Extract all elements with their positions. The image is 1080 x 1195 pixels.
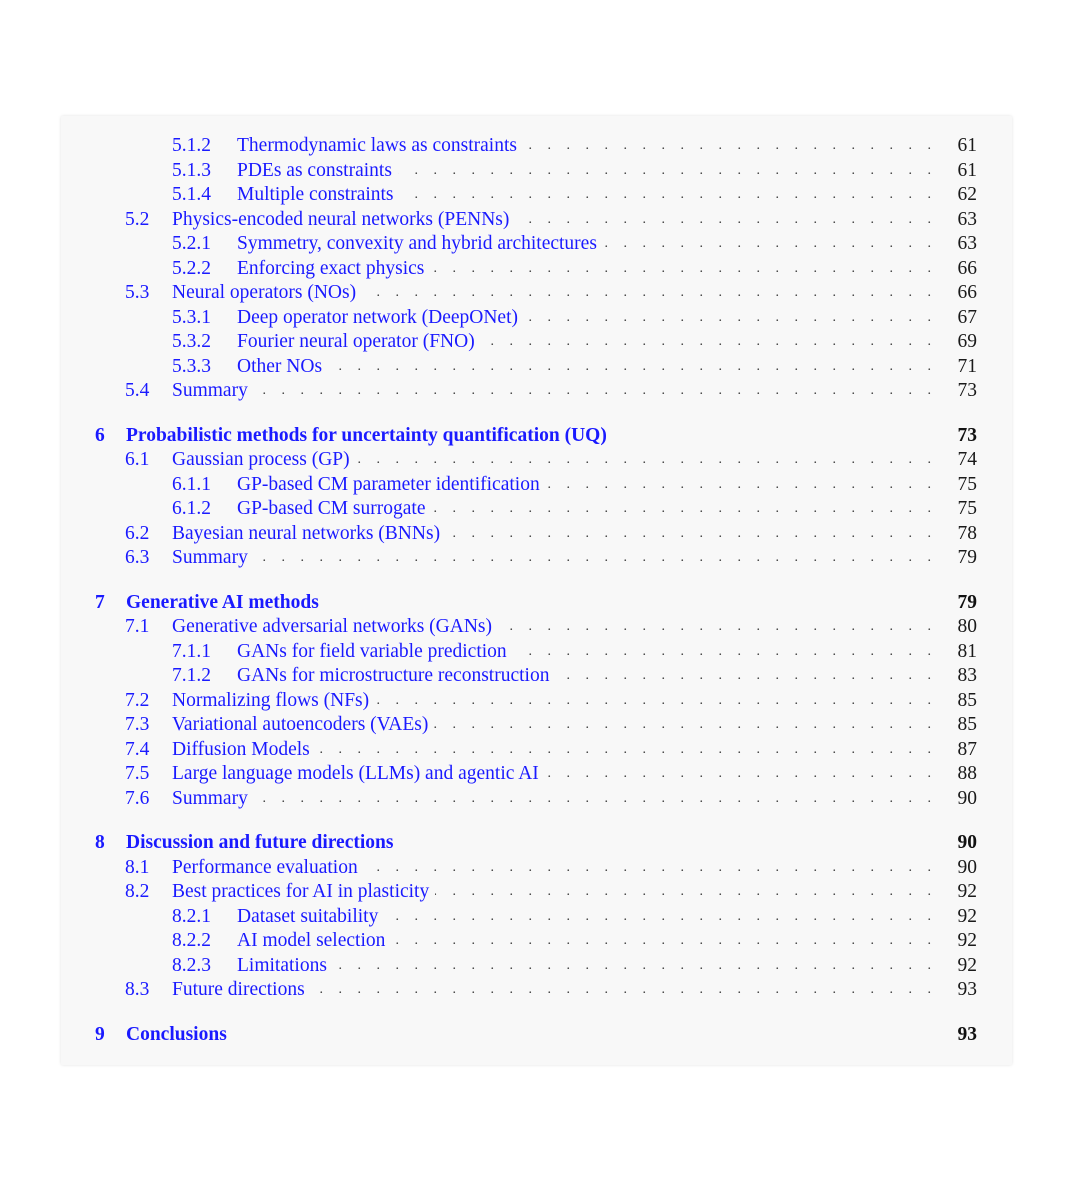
- toc-page-number[interactable]: 61: [957, 135, 977, 156]
- toc-section-entry[interactable]: [125, 281, 977, 305]
- toc-entry-number: 6.1: [125, 449, 150, 470]
- toc-subsection-entry[interactable]: [172, 183, 977, 207]
- toc-page-number[interactable]: 85: [957, 714, 977, 735]
- toc-entry-title[interactable]: GP-based CM parameter identification: [237, 474, 546, 496]
- toc-entry-number: 8.2.3: [172, 954, 211, 976]
- toc-subsection-entry[interactable]: [172, 640, 977, 664]
- toc-entry-title[interactable]: Best practices for AI in plasticity: [172, 881, 435, 903]
- toc-entry-title[interactable]: Enforcing exact physics: [237, 258, 430, 280]
- toc-section-entry[interactable]: [125, 738, 977, 762]
- toc-entry-number: 5.1.4: [172, 184, 211, 205]
- toc-dot-leader: [430, 257, 937, 281]
- toc-subsection-entry[interactable]: [172, 306, 977, 330]
- toc-dot-leader: [254, 546, 937, 570]
- toc-entry-title[interactable]: Summary: [172, 547, 254, 569]
- toc-page-number[interactable]: 87: [957, 738, 977, 760]
- toc-entry-title[interactable]: Conclusions: [126, 1024, 233, 1046]
- toc-dot-leader: [545, 762, 937, 786]
- toc-subsection-entry[interactable]: [172, 257, 977, 281]
- toc-dot-leader: [603, 232, 937, 256]
- toc-entry-title[interactable]: Bayesian neural networks (BNNs): [172, 523, 446, 545]
- toc-dot-leader: [431, 497, 937, 521]
- toc-entry-number: 7.3: [125, 714, 150, 735]
- toc-section-entry[interactable]: [125, 522, 977, 546]
- toc-page-number[interactable]: 63: [957, 233, 977, 254]
- toc-subsection-entry[interactable]: [172, 330, 977, 354]
- toc-page-number[interactable]: 92: [957, 905, 977, 927]
- toc-page-number[interactable]: 66: [957, 257, 977, 279]
- toc-dot-leader: [328, 355, 937, 379]
- toc-entry-title[interactable]: GANs for field variable prediction: [237, 641, 513, 663]
- toc-entry-number: 5.3.3: [172, 355, 211, 377]
- toc-dot-leader: [375, 689, 937, 713]
- toc-entry-number: 5.1.2: [172, 135, 211, 156]
- toc-entry-title[interactable]: Neural operators (NOs): [172, 282, 362, 304]
- toc-entry-title[interactable]: Generative adversarial networks (GANs): [172, 616, 498, 638]
- toc-section-entry[interactable]: [125, 856, 977, 880]
- toc-entry-number: 7.6: [125, 787, 150, 809]
- toc-entry-title[interactable]: Variational autoencoders (VAEs): [172, 714, 434, 736]
- toc-page-number[interactable]: 92: [957, 954, 977, 976]
- toc-page-number[interactable]: 80: [957, 616, 977, 637]
- toc-dot-leader: [356, 448, 937, 472]
- toc-section-entry[interactable]: [125, 713, 977, 737]
- toc-entry-title[interactable]: Deep operator network (DeepONet): [237, 307, 524, 329]
- toc-entry-title[interactable]: GP-based CM surrogate: [237, 498, 431, 520]
- toc-subsection-entry[interactable]: [172, 159, 977, 183]
- toc-section-entry[interactable]: [125, 379, 977, 403]
- toc-page-number[interactable]: 71: [957, 355, 977, 377]
- toc-entry-number: 8.2.2: [172, 930, 211, 951]
- toc-section-entry[interactable]: [125, 978, 977, 1002]
- toc-section-entry[interactable]: [125, 615, 977, 639]
- toc-page-number[interactable]: 90: [957, 832, 977, 853]
- toc-entry-number: 8.3: [125, 979, 150, 1000]
- toc-dot-leader: [434, 713, 937, 737]
- toc-subsection-entry[interactable]: [172, 134, 977, 158]
- toc-page-number[interactable]: 73: [957, 424, 977, 446]
- toc-entry-number: 5.2.2: [172, 257, 211, 279]
- toc-dot-leader: [555, 664, 937, 688]
- toc-entry-number: 9: [95, 1023, 105, 1045]
- toc-page-number[interactable]: 75: [957, 498, 977, 519]
- toc-page-number[interactable]: 88: [957, 763, 977, 784]
- toc-entry-number: 7.5: [125, 763, 150, 784]
- toc-entry-title[interactable]: PDEs as constraints: [237, 160, 398, 182]
- toc-subsection-entry[interactable]: [172, 664, 977, 688]
- toc-section-entry[interactable]: [125, 880, 977, 904]
- toc-page-number[interactable]: 92: [957, 881, 977, 902]
- toc-dot-leader: [523, 134, 937, 158]
- toc-dot-leader: [254, 787, 937, 811]
- toc-page-number[interactable]: 63: [957, 208, 977, 230]
- toc-page-number[interactable]: 67: [957, 306, 977, 328]
- toc-chapter-entry[interactable]: [95, 1023, 977, 1047]
- toc-dot-leader: [391, 929, 937, 953]
- toc-dot-leader: [311, 978, 937, 1002]
- toc-dot-leader: [435, 880, 937, 904]
- table-of-contents: [61, 116, 1012, 1065]
- toc-entry-number: 6.1.2: [172, 498, 211, 519]
- toc-dot-leader: [398, 159, 937, 183]
- toc-subsection-entry[interactable]: [172, 497, 977, 521]
- toc-section-entry[interactable]: [125, 689, 977, 713]
- toc-dot-leader: [384, 905, 937, 929]
- toc-page-number[interactable]: 81: [957, 640, 977, 662]
- toc-entry-number: 5.3: [125, 282, 150, 303]
- toc-dot-leader: [524, 306, 937, 330]
- toc-section-entry[interactable]: [125, 208, 977, 232]
- toc-page-number[interactable]: 85: [957, 689, 977, 711]
- toc-dot-leader: [498, 615, 937, 639]
- toc-entry-title[interactable]: Symmetry, convexity and hybrid architectures: [237, 233, 603, 255]
- toc-entry-title[interactable]: Large language models (LLMs) and agentic AI: [172, 763, 545, 785]
- toc-entry-number: 8: [95, 832, 105, 853]
- toc-entry-title[interactable]: GANs for microstructure reconstruction: [237, 665, 555, 687]
- toc-entry-number: 7.2: [125, 689, 150, 711]
- toc-dot-leader: [515, 208, 937, 232]
- toc-chapter-entry[interactable]: [95, 591, 977, 615]
- toc-entry-title[interactable]: Discussion and future directions: [126, 832, 399, 854]
- toc-entry-title[interactable]: Limitations: [237, 955, 333, 977]
- toc-entry-title[interactable]: Physics-encoded neural networks (PENNs): [172, 209, 515, 231]
- toc-entry-number: 6.1.1: [172, 473, 211, 495]
- toc-entry-number: 5.2.1: [172, 233, 211, 254]
- toc-page-number[interactable]: 83: [957, 665, 977, 686]
- toc-dot-leader: [513, 640, 937, 664]
- toc-entry-title[interactable]: Probabilistic methods for uncertainty quantification (UQ): [126, 425, 613, 447]
- toc-entry-title[interactable]: Dataset suitability: [237, 906, 384, 928]
- toc-page-number[interactable]: 90: [957, 856, 977, 878]
- toc-entry-number: 7.1.1: [172, 640, 211, 662]
- toc-dot-leader: [446, 522, 937, 546]
- document-page: [61, 116, 1012, 1065]
- toc-page-number[interactable]: 61: [957, 159, 977, 181]
- toc-subsection-entry[interactable]: [172, 929, 977, 953]
- toc-entry-number: 7.4: [125, 738, 150, 760]
- toc-page-number[interactable]: 69: [957, 331, 977, 352]
- toc-entry-title[interactable]: Normalizing flows (NFs): [172, 690, 375, 712]
- toc-entry-title[interactable]: Future directions: [172, 979, 311, 1001]
- toc-entry-title[interactable]: Fourier neural operator (FNO): [237, 331, 481, 353]
- toc-entry-number: 8.2.1: [172, 905, 211, 927]
- toc-dot-leader: [481, 330, 937, 354]
- toc-subsection-entry[interactable]: [172, 232, 977, 256]
- toc-entry-number: 5.3.1: [172, 306, 211, 328]
- toc-subsection-entry[interactable]: [172, 355, 977, 379]
- toc-section-entry[interactable]: [125, 762, 977, 786]
- toc-dot-leader: [333, 954, 937, 978]
- toc-dot-leader: [400, 183, 937, 207]
- toc-page-number[interactable]: 93: [957, 1023, 977, 1045]
- toc-dot-leader: [546, 473, 937, 497]
- toc-dot-leader: [362, 281, 937, 305]
- toc-page-number[interactable]: 93: [957, 979, 977, 1000]
- toc-dot-leader: [364, 856, 937, 880]
- toc-page-number[interactable]: 78: [957, 522, 977, 544]
- toc-entry-title[interactable]: Gaussian process (GP): [172, 449, 356, 471]
- toc-page-number[interactable]: 92: [957, 930, 977, 951]
- toc-subsection-entry[interactable]: [172, 473, 977, 497]
- toc-entry-number: 5.4: [125, 380, 150, 401]
- toc-entry-number: 7: [95, 591, 105, 613]
- toc-entry-title[interactable]: Summary: [172, 380, 254, 402]
- toc-entry-number: 5.3.2: [172, 331, 211, 352]
- toc-page-number[interactable]: 73: [957, 380, 977, 401]
- toc-entry-number: 8.1: [125, 856, 150, 878]
- toc-dot-leader: [316, 738, 937, 762]
- toc-section-entry[interactable]: [125, 546, 977, 570]
- toc-page-number[interactable]: 79: [957, 547, 977, 568]
- toc-entry-title[interactable]: Thermodynamic laws as constraints: [237, 135, 523, 157]
- toc-entry-title[interactable]: Diffusion Models: [172, 739, 316, 761]
- toc-subsection-entry[interactable]: [172, 954, 977, 978]
- toc-page-number[interactable]: 79: [957, 591, 977, 613]
- toc-dot-leader: [254, 379, 937, 403]
- toc-entry-number: 5.1.3: [172, 159, 211, 181]
- toc-page-number[interactable]: 62: [957, 184, 977, 205]
- toc-entry-number: 6.3: [125, 547, 150, 568]
- toc-entry-number: 7.1: [125, 616, 150, 637]
- toc-entry-title[interactable]: Performance evaluation: [172, 857, 364, 879]
- toc-entry-title[interactable]: Other NOs: [237, 356, 328, 378]
- toc-entry-title[interactable]: Summary: [172, 788, 254, 810]
- toc-entry-number: 7.1.2: [172, 665, 211, 686]
- toc-entry-number: 6.2: [125, 522, 150, 544]
- toc-subsection-entry[interactable]: [172, 905, 977, 929]
- toc-entry-title[interactable]: Multiple constraints: [237, 184, 400, 206]
- toc-page-number[interactable]: 75: [957, 473, 977, 495]
- toc-page-number[interactable]: 66: [957, 282, 977, 303]
- toc-entry-title[interactable]: AI model selection: [237, 930, 391, 952]
- toc-entry-number: 8.2: [125, 881, 150, 902]
- toc-entry-title[interactable]: Generative AI methods: [126, 592, 325, 614]
- toc-chapter-entry[interactable]: [95, 831, 977, 855]
- toc-chapter-entry[interactable]: [95, 424, 977, 448]
- toc-entry-number: 6: [95, 424, 105, 446]
- toc-page-number[interactable]: 74: [957, 449, 977, 470]
- toc-section-entry[interactable]: [125, 448, 977, 472]
- toc-entry-number: 5.2: [125, 208, 150, 230]
- toc-section-entry[interactable]: [125, 787, 977, 811]
- toc-page-number[interactable]: 90: [957, 787, 977, 809]
